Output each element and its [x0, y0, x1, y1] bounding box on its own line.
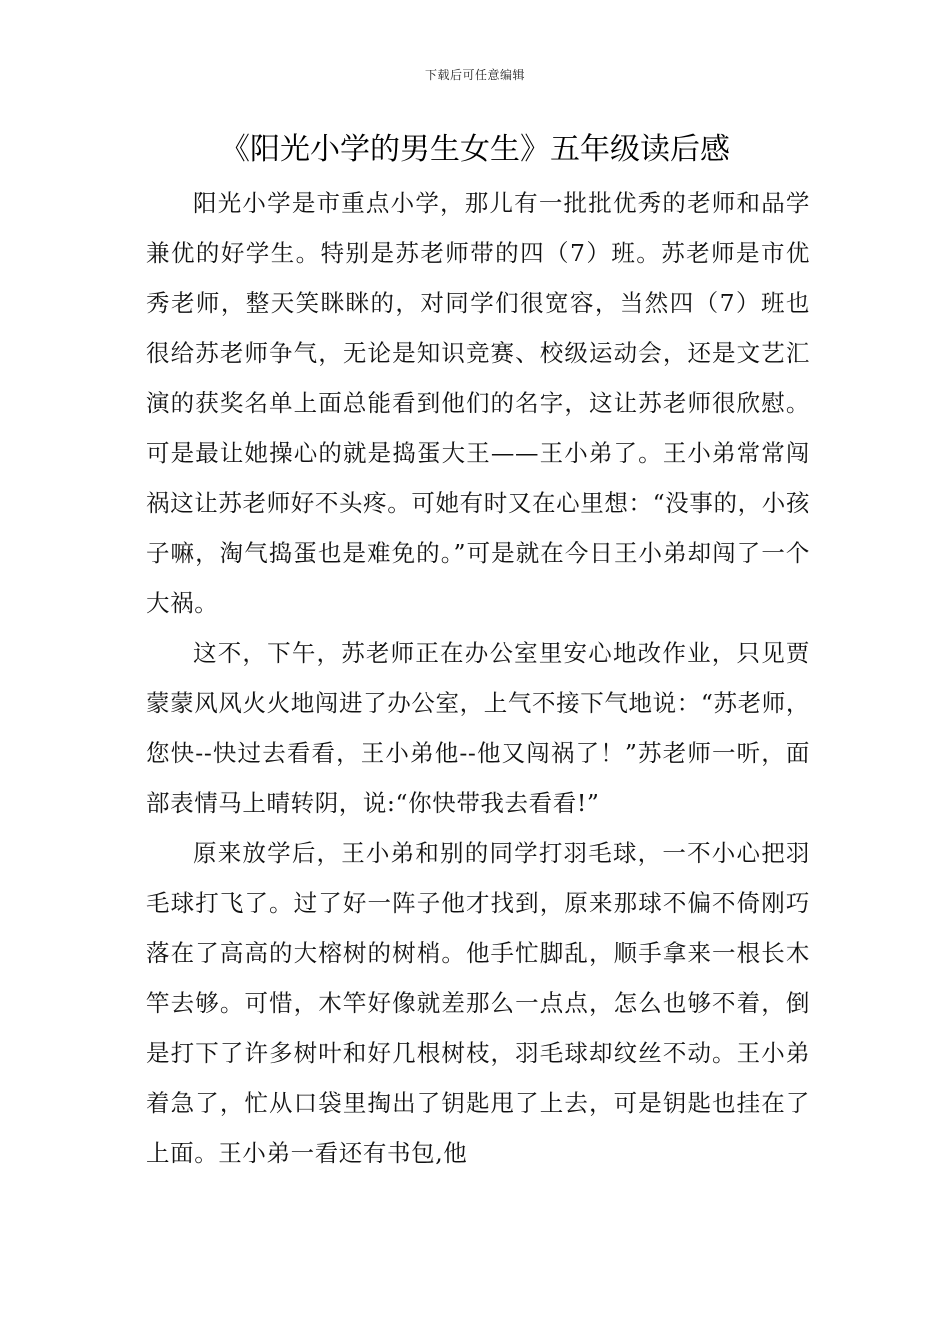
header-note: 下载后可任意编辑 [424, 68, 525, 82]
document-body [146, 178, 810, 1178]
document-title: 《阳光小学的男生女生》五年级读后感 [220, 132, 730, 167]
paragraph-1: 阳光小学是市重点小学，那儿有一批批优秀的老师和品学兼优的好学生。特别是苏老师带的四（7）班。苏老师是市优秀老师，整天笑眯眯的，对同学们很宽容，当然四（7）班也很给苏老师争气，无论是知识竞赛、校级运动会，还是文艺汇演的获奖名单上面总能看到他们的名字，这让苏老师很欣慰。可是最让她操心的就是捣蛋大王——王小弟了。王小弟常常闯祸这让苏老师好不头疼。可她有时又在心里想：“没事的，小孩子嘛，淘气捣蛋也是难免的。”可是就在今日王小弟却闯了一个大祸。 [146, 189, 810, 617]
paragraph-3: 原来放学后，王小弟和别的同学打羽毛球，一不小心把羽毛球打飞了。过了好一阵子他才找到，原来那球不偏不倚刚巧落在了高高的大榕树的树梢。他手忙脚乱，顺手拿来一根长木竿去够。可惜，木竿好像就差那么一点点，怎么也够不着，倒是打下了许多树叶和好几根树枝，羽毛球却纹丝不动。王小弟着急了，忙从口袋里掏出了钥匙甩了上去，可是钥匙也挂在了上面。王小弟一看还有书包,他 [146, 839, 810, 1167]
paragraph-2: 这不，下午，苏老师正在办公室里安心地改作业，只见贾蒙蒙风风火火地闯进了办公室，上气不接下气地说：“苏老师，您快--快过去看看，王小弟他--他又闯祸了！”苏老师一听，面部表情马上晴转阴，说:“你快带我去看看!” [146, 639, 810, 817]
